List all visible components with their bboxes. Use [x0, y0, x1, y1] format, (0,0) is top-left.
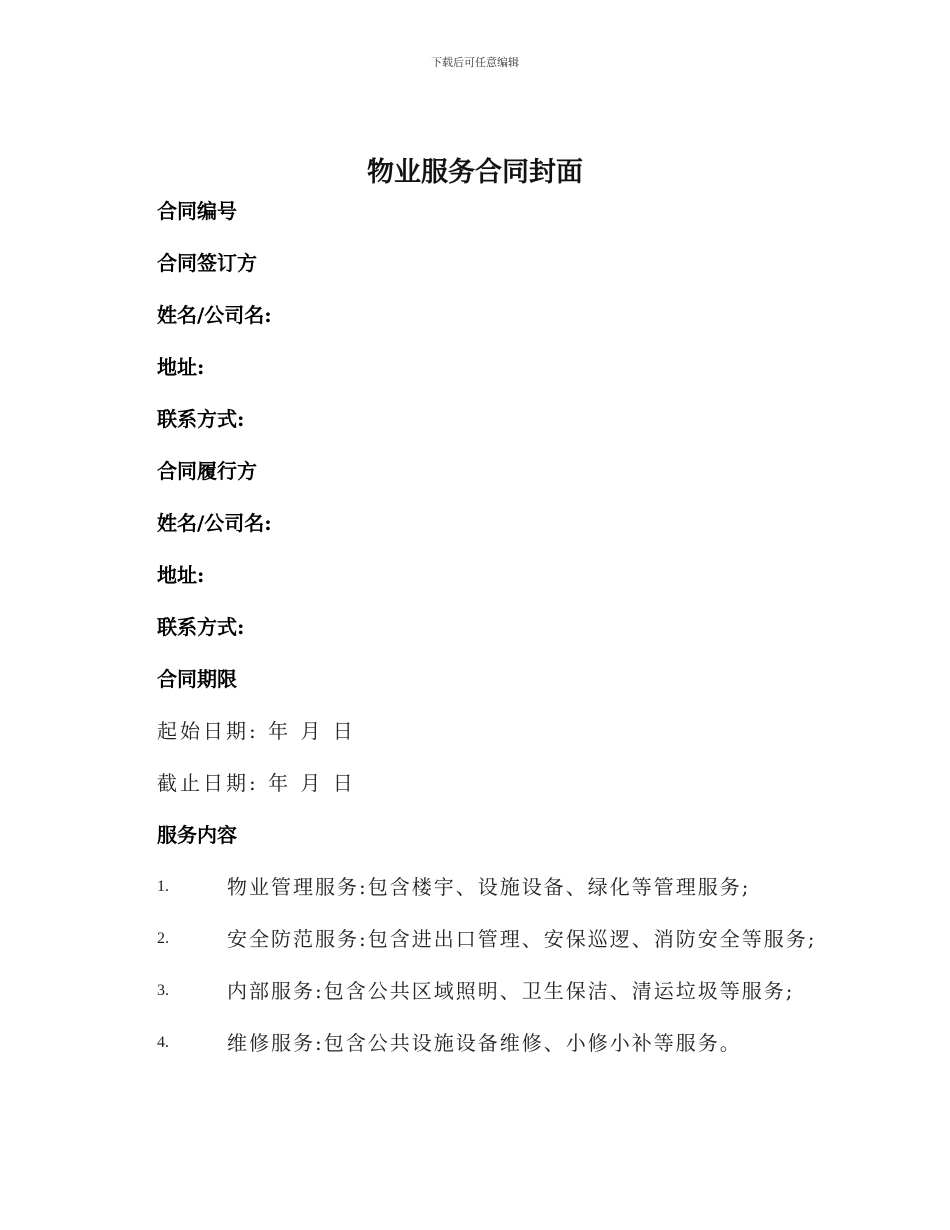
document-body — [157, 193, 857, 1077]
list-item — [157, 973, 857, 1025]
list-item-number: 2. — [157, 930, 169, 947]
list-item-number: 3. — [157, 982, 169, 999]
performing-party-address-label: 地址: — [157, 563, 205, 587]
signing-party-contact-label: 联系方式: — [157, 407, 245, 431]
signing-party-name-label: 姓名/公司名: — [157, 303, 272, 327]
list-item-number: 4. — [157, 1034, 169, 1051]
document-title: 物业服务合同封面 — [367, 157, 583, 188]
performing-party-contact-label: 联系方式: — [157, 615, 245, 639]
list-item — [157, 921, 857, 973]
signing-party-address-label: 地址: — [157, 355, 205, 379]
page-header-note: 下载后可任意编辑 — [431, 56, 519, 69]
contract-number-label: 合同编号 — [157, 199, 237, 223]
list-item-text: 安全防范服务:包含进出口管理、安保巡逻、消防安全等服务; — [227, 927, 817, 951]
performing-party-name-label: 姓名/公司名: — [157, 511, 272, 535]
list-item-text: 内部服务:包含公共区域照明、卫生保洁、清运垃圾等服务; — [227, 979, 795, 1003]
service-content-heading: 服务内容 — [157, 823, 237, 847]
contract-term-heading: 合同期限 — [157, 667, 237, 691]
signing-party-heading: 合同签订方 — [157, 251, 257, 275]
end-date-line: 截止日期: 年 月 日 — [157, 771, 356, 795]
list-item-number: 1. — [157, 878, 169, 895]
list-item-text: 维修服务:包含公共设施设备维修、小修小补等服务。 — [227, 1031, 742, 1055]
start-date-line: 起始日期: 年 月 日 — [157, 719, 356, 743]
list-item-text: 物业管理服务:包含楼宇、设施设备、绿化等管理服务; — [227, 875, 751, 899]
performing-party-heading: 合同履行方 — [157, 459, 257, 483]
list-item — [157, 1025, 857, 1077]
list-item — [157, 869, 857, 921]
